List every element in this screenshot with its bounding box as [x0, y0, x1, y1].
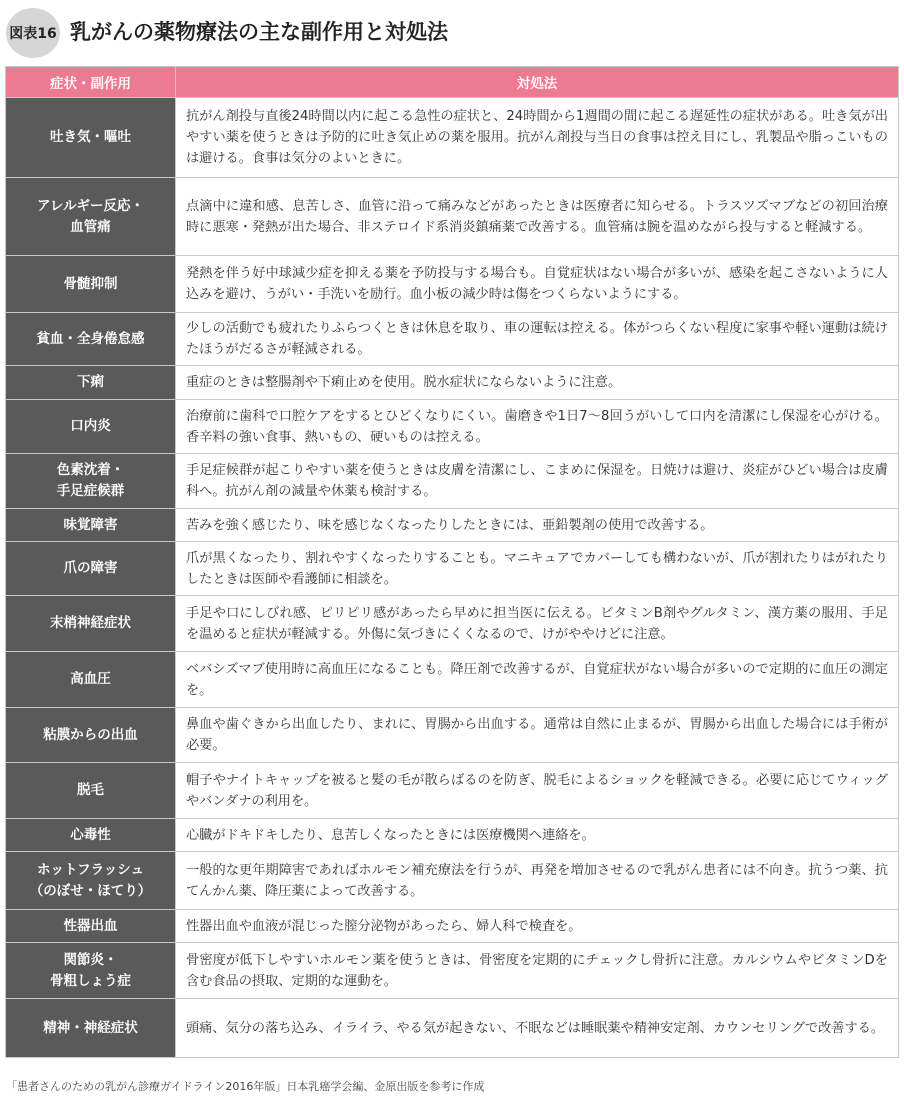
symptom-cell — [6, 652, 176, 708]
symptom-text-line: 精神・神経症状 — [43, 1019, 138, 1036]
symptom-cell — [6, 178, 176, 256]
treatment-cell: 骨密度が低下しやすいホルモン薬を使うときは、骨密度を定期的にチェックし骨折に注意。カルシウムやビタミンDを含む食品の摂取、定期的な運動を。 — [176, 943, 899, 999]
table-row — [6, 910, 899, 943]
table-header-row — [6, 67, 899, 98]
symptom-text-line: 爪の障害 — [63, 560, 118, 576]
source-footnote: 「患者さんのための乳がん診療ガイドライン2016年版」日本乳癌学会編、金原出版を参考に作成 — [6, 1080, 485, 1093]
symptom-text-line: 骨髄抑制 — [63, 275, 118, 292]
table-row — [6, 819, 899, 852]
figure-title: 乳がんの薬物療法の主な副作用と対処法 — [70, 20, 448, 44]
symptom-cell — [6, 819, 176, 852]
treatment-cell: 頭痛、気分の落ち込み、イライラ、やる気が起きない、不眠などは睡眠薬や精神安定剤、カウンセリングで改善する。 — [176, 999, 899, 1058]
treatment-cell: 治療前に歯科で口腔ケアをするとひどくなりにくい。歯磨きや1日7〜8回うがいして口内を清潔にし保湿を心がける。香辛料の強い食事、熱いもの、硬いものは控える。 — [176, 400, 899, 454]
symptom-text-line: 下痢 — [77, 374, 104, 390]
symptom-cell — [6, 763, 176, 819]
symptom-text-line: 色素沈着・ — [56, 462, 125, 478]
treatment-cell: 手足や口にしびれ感、ピリピリ感があったら早めに担当医に伝える。ビタミンB剤やグルタミン、漢方薬の服用、手足を温めると症状が軽減する。外傷に気づきにくくなるので、けがややけどに注意。 — [176, 596, 899, 652]
symptom-text-line: 関節炎・ — [63, 951, 118, 968]
symptom-text-line: 口内炎 — [70, 418, 111, 434]
column-header-symptom: 症状・副作用 — [6, 67, 176, 98]
symptom-text-line: 粘膜からの出血 — [43, 726, 138, 743]
table-row — [6, 596, 899, 652]
table-row — [6, 708, 899, 763]
table-row — [6, 763, 899, 819]
symptom-text-line: 心毒性 — [70, 826, 111, 843]
symptom-text-line: 骨粗しょう症 — [50, 972, 131, 989]
symptom-text-line: 味覚障害 — [63, 516, 118, 533]
side-effects-table — [5, 66, 899, 1058]
table-row — [6, 542, 899, 596]
table-row — [6, 652, 899, 708]
treatment-cell: 苦みを強く感じたり、味を感じなくなったりしたときには、亜鉛製剤の使用で改善する。 — [176, 509, 899, 542]
treatment-cell: 手足症候群が起こりやすい薬を使うときは皮膚を清潔にし、こまめに保湿を。日焼けは避け、炎症がひどい場合は皮膚科へ。抗がん剤の減量や休薬も検討する。 — [176, 454, 899, 509]
treatment-cell: 抗がん剤投与直後24時間以内に起こる急性の症状と、24時間から1週間の間に起こる遅延性の症状がある。吐き気が出やすい薬を使うときは予防的に吐き気止めの薬を服用。抗がん剤投与当日の食事は控え目にし、乳製品や脂っこいものは避ける。食事は気分のよいときに。 — [176, 98, 899, 178]
symptom-cell — [6, 852, 176, 910]
treatment-cell: 少しの活動でも疲れたりふらつくときは休息を取り、車の運転は控える。体がつらくない程度に家事や軽い運動は続けたほうがだるさが軽減される。 — [176, 313, 899, 366]
treatment-cell: 性器出血や血液が混じった膣分泌物があったら、婦人科で検査を。 — [176, 910, 899, 943]
treatment-cell: 爪が黒くなったり、割れやすくなったりすることも。マニキュアでカバーしても構わないが、爪が割れたりはがれたりしたときは医師や看護師に相談を。 — [176, 542, 899, 596]
symptom-text-line: 吐き気・嘔吐 — [50, 129, 131, 145]
treatment-cell: 点滴中に違和感、息苦しさ、血管に沿って痛みなどがあったときは医療者に知らせる。トラスツズマブなどの初回治療時に悪寒・発熱が出た場合、非ステロイド系消炎鎮痛薬で改善する。血管痛は腕を温めながら投与すると軽減する。 — [176, 178, 899, 256]
table-row — [6, 366, 899, 400]
table-row — [6, 999, 899, 1058]
symptom-text-line: アレルギー反応・ — [36, 197, 145, 214]
treatment-cell: 発熱を伴う好中球減少症を抑える薬を予防投与する場合も。自覚症状はない場合が多いが、感染を起こさないように人込みを避け、うがい・手洗いを励行。血小板の減少時は傷をつくらないようにする。 — [176, 256, 899, 313]
symptom-cell — [6, 596, 176, 652]
symptom-cell — [6, 256, 176, 313]
symptom-cell — [6, 400, 176, 454]
symptom-cell — [6, 454, 176, 509]
symptom-text-line: 高血圧 — [70, 671, 111, 687]
table-row — [6, 98, 899, 178]
symptom-cell — [6, 999, 176, 1058]
figure-number-badge: 図表16 — [6, 8, 60, 58]
table-row — [6, 256, 899, 313]
symptom-text-line: 脱毛 — [77, 782, 104, 798]
treatment-cell: 帽子やナイトキャップを被ると髪の毛が散らばるのを防ぎ、脱毛によるショックを軽減できる。必要に応じてウィッグやバンダナの利用を。 — [176, 763, 899, 819]
table-row — [6, 509, 899, 542]
symptom-cell — [6, 708, 176, 763]
treatment-cell: 重症のときは整腸剤や下痢止めを使用。脱水症状にならないように注意。 — [176, 366, 899, 400]
treatment-cell: 鼻血や歯ぐきから出血したり、まれに、胃腸から出血する。通常は自然に止まるが、胃腸から出血した場合には手術が必要。 — [176, 708, 899, 763]
symptom-text-line: 貧血・全身倦怠感 — [36, 330, 145, 347]
symptom-cell — [6, 542, 176, 596]
table-row — [6, 313, 899, 366]
symptom-text-line: ホットフラッシュ — [36, 861, 145, 878]
symptom-text-line: 性器出血 — [63, 917, 118, 934]
symptom-cell — [6, 313, 176, 366]
symptom-cell — [6, 366, 176, 400]
table-row — [6, 852, 899, 910]
treatment-cell: 一般的な更年期障害であればホルモン補充療法を行うが、再発を増加させるので乳がん患者には不向き。抗うつ薬、抗てんかん薬、降圧薬によって改善する。 — [176, 852, 899, 910]
symptom-cell — [6, 98, 176, 178]
table-row — [6, 178, 899, 256]
symptom-cell — [6, 910, 176, 943]
symptom-text-line: 手足症候群 — [56, 483, 125, 499]
symptom-cell — [6, 943, 176, 999]
figure-header — [0, 0, 904, 62]
table-row — [6, 943, 899, 999]
symptom-cell — [6, 509, 176, 542]
treatment-cell: ベバシズマブ使用時に高血圧になることも。降圧剤で改善するが、自覚症状がない場合が多いので定期的に血圧の測定を。 — [176, 652, 899, 708]
symptom-text-line: 血管痛 — [70, 218, 111, 235]
symptom-text-line: （のぼせ・ほてり） — [29, 882, 152, 899]
table-row — [6, 400, 899, 454]
table-row — [6, 454, 899, 509]
symptom-text-line: 末梢神経症状 — [50, 615, 131, 631]
treatment-cell: 心臓がドキドキしたり、息苦しくなったときには医療機関へ連絡を。 — [176, 819, 899, 852]
column-header-treatment: 対処法 — [176, 67, 899, 98]
